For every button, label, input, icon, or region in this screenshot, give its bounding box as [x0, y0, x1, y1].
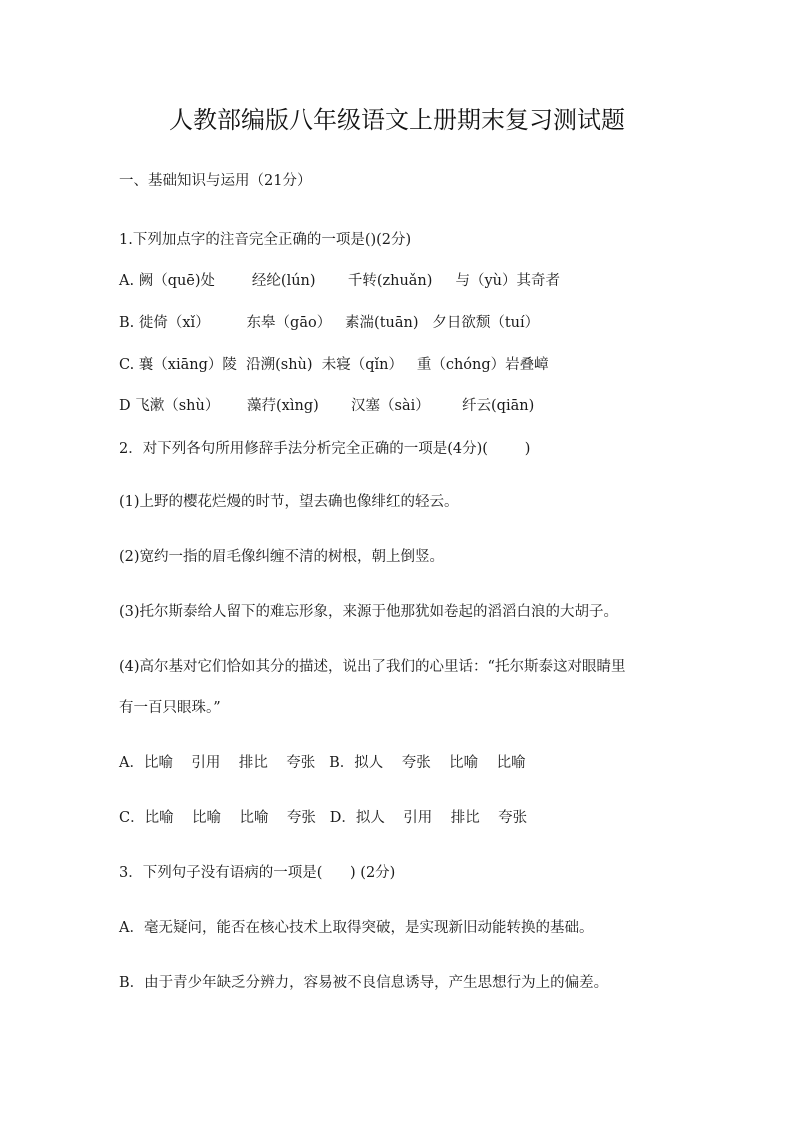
question-2-stem: 2．对下列各句所用修辞手法分析完全正确的一项是(4分)( )	[119, 441, 531, 457]
question-1-option-b: B. 徙倚（xǐ） 东皋（gāo） 素湍(tuān) 夕日欲颓（tuí）	[119, 315, 540, 331]
question-3-option-b: B．由于青少年缺乏分辨力，容易被不良信息诱导，产生思想行为上的偏差。	[119, 975, 609, 991]
question-1-option-a: A. 阙（quē)处 经纶(lún) 千转(zhuǎn) 与（yù）其奇者	[119, 273, 561, 289]
question-2-sentence-1: (1)上野的樱花烂熳的时节，望去确也像绯红的轻云。	[119, 494, 459, 510]
question-3-option-a: A．毫无疑问，能否在核心技术上取得突破，是实现新旧动能转换的基础。	[119, 920, 594, 936]
question-2-sentence-4: (4)高尔基对它们恰如其分的描述，说出了我们的心里话：“托尔斯泰这对眼睛里	[119, 659, 626, 675]
question-1-stem: 1.下列加点字的注音完全正确的一项是()(2分)	[119, 232, 412, 248]
question-2-sentence-2: (2)宽约一指的眉毛像纠缠不清的树根，朝上倒竖。	[119, 549, 445, 565]
question-1-option-c: C. 襄（xiāng）陵 沿溯(shù) 未寝（qǐn） 重（chóng）岩叠嶂	[119, 357, 549, 373]
section-heading: 一、基础知识与运用（21分）	[119, 173, 312, 189]
question-2-sentence-4-continued: 有一百只眼珠。”	[119, 700, 221, 716]
page-title: 人教部编版八年级语文上册期末复习测试题	[169, 106, 625, 134]
question-3-stem: 3．下列句子没有语病的一项是( ) (2分)	[119, 865, 396, 881]
question-2-options-cd: C．比喻 比喻 比喻 夸张 D．拟人 引用 排比 夸张	[119, 810, 528, 826]
question-2-options-ab: A．比喻 引用 排比 夸张 B．拟人 夸张 比喻 比喻	[119, 755, 526, 771]
question-1-option-d: D 飞漱（shù） 藻荇(xìng) 汉塞（sài） 纤云(qiān)	[119, 398, 535, 414]
question-2-sentence-3: (3)托尔斯泰给人留下的难忘形象，来源于他那犹如卷起的滔滔白浪的大胡子。	[119, 604, 619, 620]
